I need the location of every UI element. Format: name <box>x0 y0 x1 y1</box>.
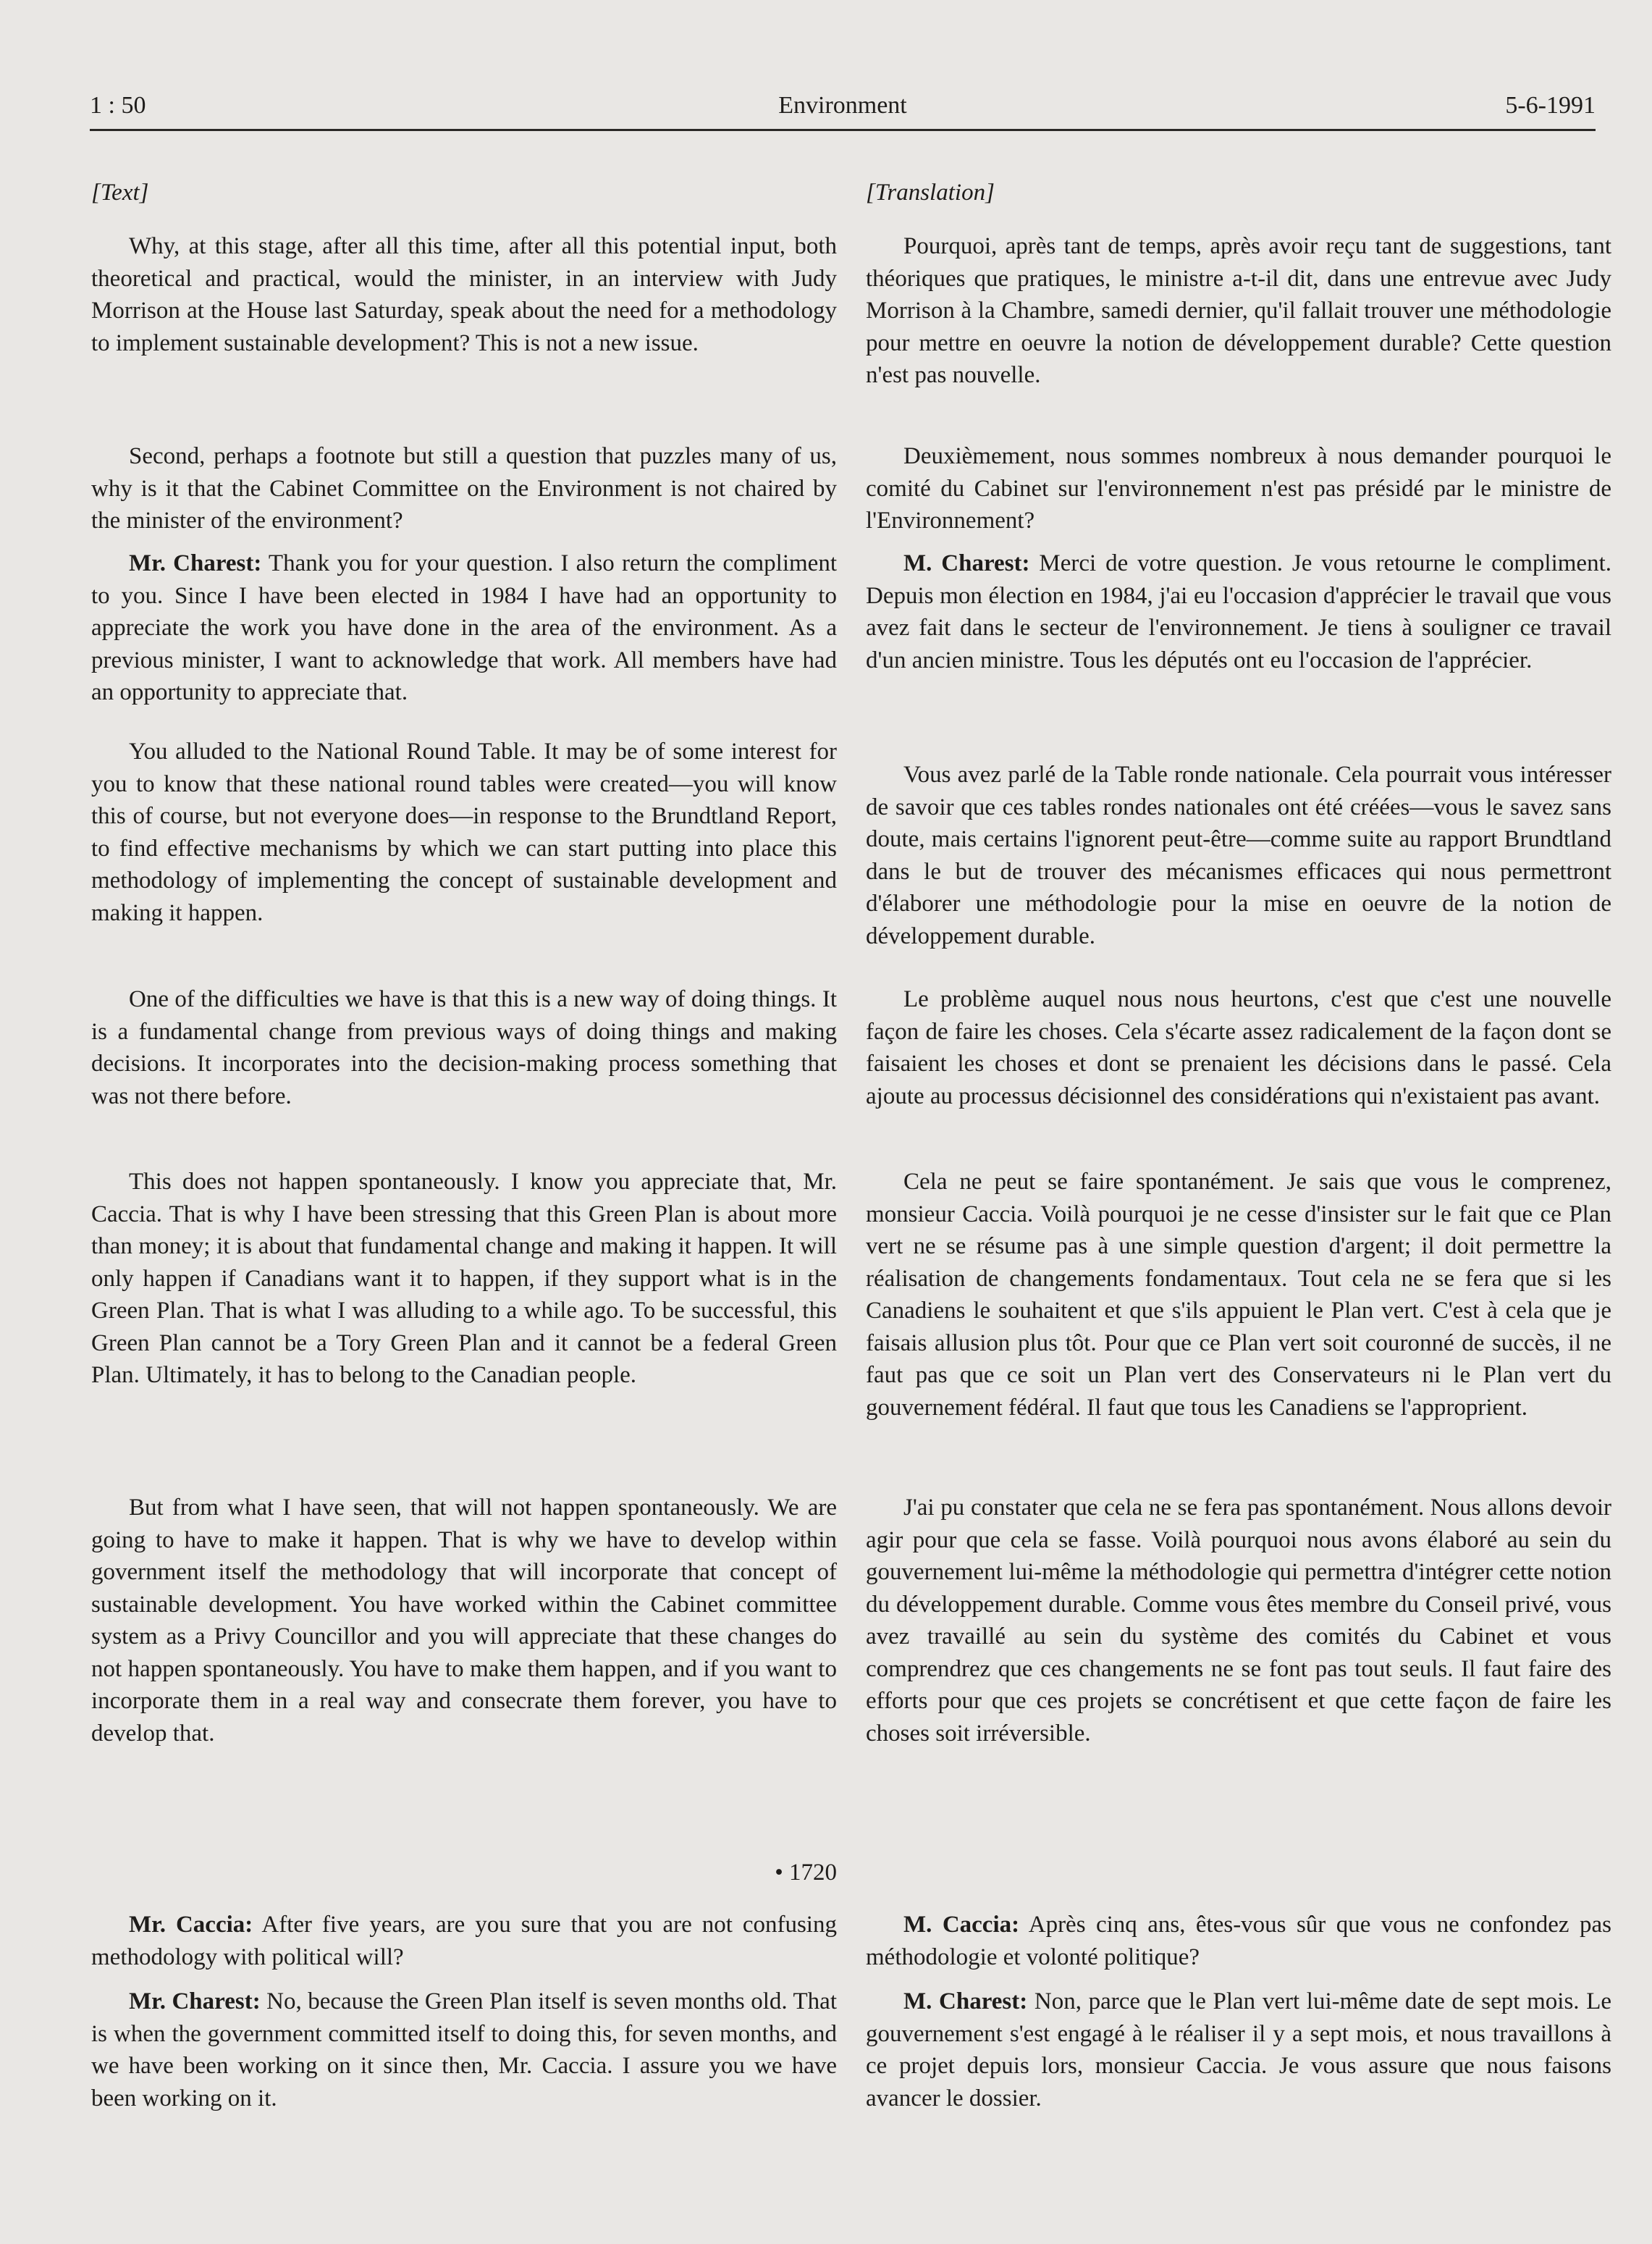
speech-text: Merci de votre question. Je vous retourne le compliment. Depuis mon élection en 1984, j'ai eu l'occasion d'apprécier le travail que vous avez fait dans le secteur de l'environnement. Je tiens à souligner ce travail d'un ancien ministre. Tous les députés ont eu l'occasion de l'apprécier. <box>866 550 1611 673</box>
paragraph-spontanement: Cela ne peut se faire spontanément. Je sais que vous le comprenez, monsieur Caccia. Voilà pourquoi je ne cesse d'insister sur le fait que ce Plan vert ne se résume pas à une simple question d'argent; il doit permettre la réalisation de changements fondamentaux. Tout cela ne se fera que si les Canadiens le souhaitent et que s'ils appuient le Plan vert. C'est à cela que je faisais allusion plus tôt. Pour que ce Plan vert soit couronné de succès, il ne faut pas que ce soit un Plan vert des Conservateurs ni le Plan vert du gouvernement fédéral. Il faut que tous les Canadiens se l'approprient. <box>866 1169 1611 1421</box>
page-number: 1 : 50 <box>90 92 146 119</box>
paragraph-charest-thanks <box>91 547 837 709</box>
text-tag: [Text] <box>91 180 149 206</box>
paragraph-probleme: Le problème auquel nous nous heurtons, c'est que c'est une nouvelle façon de faire les choses. Cela s'écarte assez radicalement de la façon dont se faisaient les choses et dont se prenaient les décisions dans le passé. Cela ajoute au processus décisionnel des considérations qui n'existaient pas avant. <box>866 986 1611 1109</box>
speaker-caccia: M. Caccia: <box>903 1912 1020 1938</box>
paragraph-constater: J'ai pu constater que cela ne se fera pas spontanément. Nous allons devoir agir pour que cela se fasse. Voilà pourquoi nous avons élaboré au sein du gouvernement lui-même la méthodologie qui permettra d'intégrer cette notion du développement durable. Comme vous êtes membre du Conseil privé, vous avez travaillé au sein du système des comités du Cabinet et vous comprendrez que ces changements ne se font pas tout seuls. Il faut faire des efforts pour que ces projets se concrétisent et que cette façon de faire les choses soit irréversible. <box>866 1495 1611 1747</box>
paragraph-not-spontaneous: This does not happen spontaneously. I know you appreciate that, Mr. Caccia. That is why I have been stressing that this Green Plan is about more than money; it is about that fundamental change and making it happen. It will only happen if Canadians want it to happen, if they support what is in the Green Plan. That is what I was alluding to a while ago. To be successful, this Green Plan cannot be a Tory Green Plan and it cannot be a federal Green Plan. Ultimately, it has to belong to the Canadian people. <box>91 1169 837 1388</box>
paragraph-table-ronde: Vous avez parlé de la Table ronde nationale. Cela pourrait vous intéresser de savoir que ces tables rondes nationales ont été créées—vous le savez sans doute, mais certains l'ignorent peut-être—comme suite au rapport Brundtland dans le but de trouver des mécanismes efficaces qui nous permettront d'élaborer une méthodologie pour la mise en oeuvre de la notion de développement durable. <box>866 762 1611 949</box>
page-header <box>90 91 1596 131</box>
paragraph-pourquoi: Pourquoi, après tant de temps, après avoir reçu tant de suggestions, tant théoriques que pratiques, le ministre a-t-il dit, dans une entrevue avec Judy Morrison à la Chambre, samedi dernier, qu'il fallait trouver une méthodologie pour mettre en oeuvre la notion de développement durable? Cette question n'est pas nouvelle. <box>866 233 1611 388</box>
speaker-charest: Mr. Charest: <box>129 550 262 576</box>
speaker-charest: M. Charest: <box>903 550 1030 576</box>
paragraph-cabinet-committee: Second, perhaps a footnote but still a question that puzzles many of us, why is it that the Cabinet Committee on the Environment is not chaired by the minister of the environment? <box>91 443 837 534</box>
french-column <box>866 177 1611 2175</box>
paragraph-difficulties: One of the difficulties we have is that this is a new way of doing things. It is a fundamental change from previous ways of doing things and making decisions. It incorporates into the decision-making process something that was not there before. <box>91 986 837 1109</box>
paragraph-deuxiemement: Deuxièmement, nous sommes nombreux à nous demander pourquoi le comité du Cabinet sur l'environnement n'est pas présidé par le ministre de l'Environnement? <box>866 443 1611 534</box>
paragraph-make-it-happen: But from what I have seen, that will not happen spontaneously. We are going to have to make it happen. That is why we have to develop within government itself the methodology that will incorporate that concept of sustainable development. You have worked within the Cabinet committee system as a Privy Councillor and you will appreciate that these changes do not happen spontaneously. You have to make them happen, and if you want to incorporate them in a real way and consecrate them forever, you have to develop that. <box>91 1495 837 1747</box>
paragraph-caccia-question <box>866 1909 1611 1973</box>
speech-text: Thank you for your question. I also return the compliment to you. Since I have been elected in 1984 I have had an opportunity to appreciate the work you have done in the area of the environment. As a previous minister, I want to acknowledge that work. All members have had an opportunity to appreciate that. <box>91 550 837 705</box>
paragraph-charest-merci <box>866 547 1611 676</box>
translation-tag: [Translation] <box>866 180 995 206</box>
sitting-date: 5-6-1991 <box>1505 92 1596 119</box>
time-marker: • 1720 <box>775 1860 837 1886</box>
paragraph-charest-reponse <box>866 1985 1611 2114</box>
speaker-caccia: Mr. Caccia: <box>129 1912 253 1938</box>
running-title: Environment <box>778 92 907 119</box>
paragraph-caccia-question <box>91 1909 837 1973</box>
paragraph-charest-answer <box>91 1985 837 2114</box>
paragraph-round-table: You alluded to the National Round Table. It may be of some interest for you to know that these national round tables were created—you will know this of course, but not everyone does—in response to the Brundtland Report, to find effective mechanisms by which we can start putting into place this methodology of implementing the concept of sustainable development and making it happen. <box>91 739 837 926</box>
speech-text: Après cinq ans, êtes-vous sûr que vous ne confondez pas méthodologie et volonté politique? <box>866 1912 1611 1970</box>
speaker-charest: M. Charest: <box>903 1988 1028 2014</box>
speaker-charest: Mr. Charest: <box>129 1988 261 2014</box>
english-column <box>91 177 837 2175</box>
speech-text: No, because the Green Plan itself is seven months old. That is when the government committed itself to doing this, for seven months, and we have been working on it since then, Mr. Caccia. I assure you we have been working on it. <box>91 1988 838 2111</box>
paragraph-why-methodology: Why, at this stage, after all this time, after all this potential input, both theoretical and practical, would the minister, in an interview with Judy Morrison at the House last Saturday, speak about the need for a methodology to implement sustainable development? This is not a new issue. <box>91 233 837 356</box>
speech-text: Non, parce que le Plan vert lui-même date de sept mois. Le gouvernement s'est engagé à le réaliser il y a sept mois, et nous travaillons à ce projet depuis lors, monsieur Caccia. Je vous assure que nous faisons avancer le dossier. <box>866 1988 1612 2111</box>
speech-text: After five years, are you sure that you are not confusing methodology with political will? <box>91 1912 837 1970</box>
